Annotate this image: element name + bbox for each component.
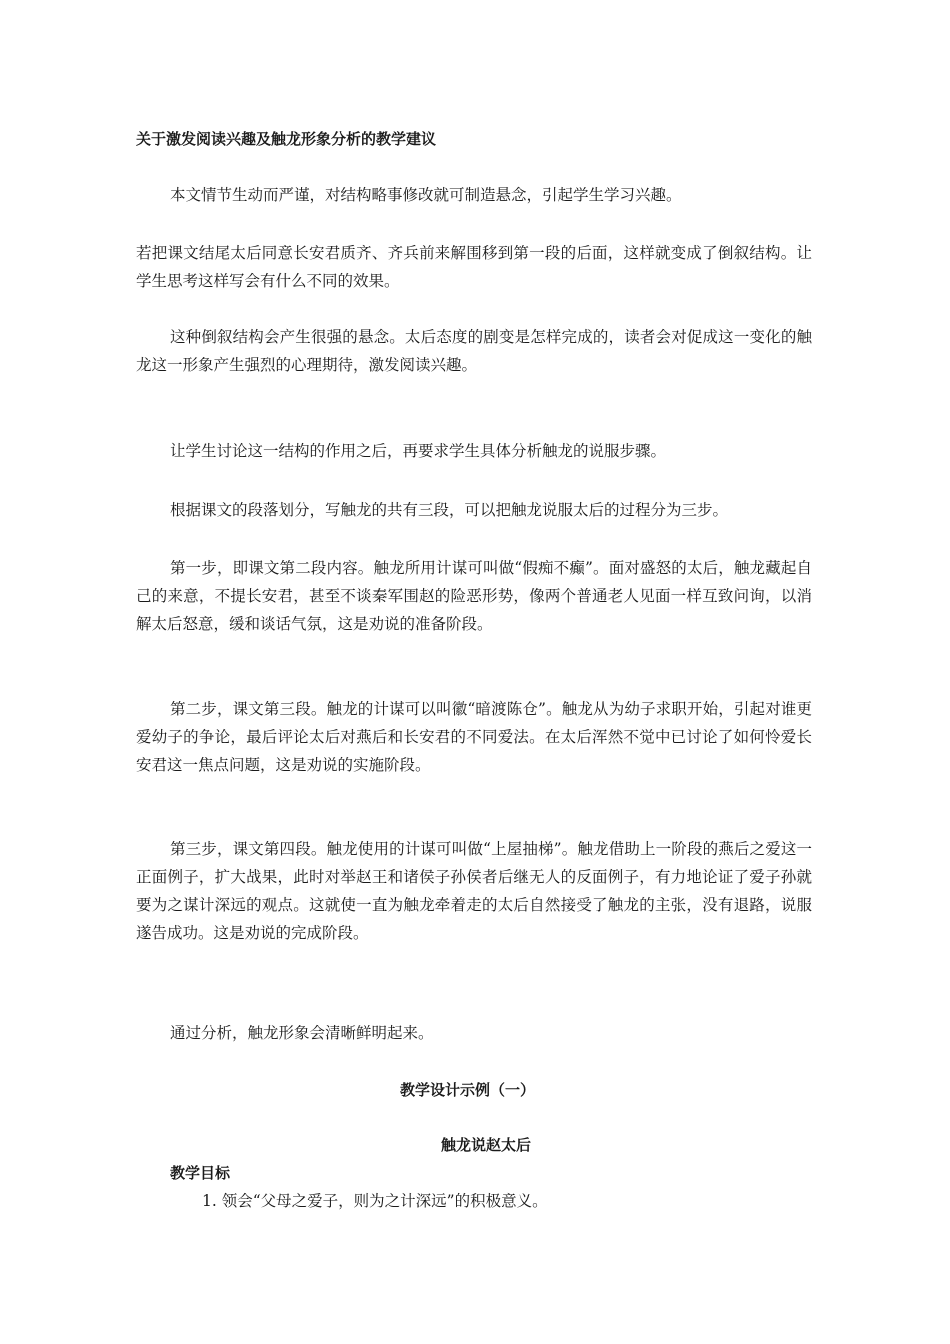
- paragraph-8: 第三步，课文第四段。触龙使用的计谋可叫做“上屋抽梯”。触龙借助上一阶段的燕后之爱这一正面例子，扩大战果，此时对举赵王和诸侯子孙侯者后继无人的反面例子，有力地论证了爱子孙就要为之谋计深远的观点。这就使一直为触龙牵着走的太后自然接受了触龙的主张，没有退路，说服遂告成功。这是劝说的完成阶段。: [136, 840, 812, 942]
- paragraph-1: 本文情节生动而严谨，对结构略事修改就可制造悬念，引起学生学习兴趣。: [170, 186, 682, 204]
- paragraph-3: 这种倒叙结构会产生很强的悬念。太后态度的剧变是怎样完成的，读者会对促成这一变化的触龙这一形象产生强烈的心理期待，激发阅读兴趣。: [136, 328, 812, 374]
- paragraph-5: 根据课文的段落划分，写触龙的共有三段，可以把触龙说服太后的过程分为三步。: [170, 501, 729, 519]
- paragraph-6: 第一步，即课文第二段内容。触龙所用计谋可叫做“假痴不癫”。面对盛怒的太后，触龙藏起自己的来意，不提长安君，甚至不谈秦军围赵的险恶形势，像两个普通老人见面一样互致问询，以消解太后怒意，缓和谈话气氛，这是劝说的准备阶段。: [136, 559, 812, 633]
- lesson-title: 触龙说赵太后: [441, 1136, 532, 1154]
- paragraph-7: 第二步，课文第三段。触龙的计谋可以叫徽“暗渡陈仓”。触龙从为幼子求职开始，引起对谁更爱幼子的争论，最后评论太后对燕后和长安君的不同爱法。在太后浑然不觉中已讨论了如何怜爱长安君这一焦点问题，这是劝说的实施阶段。: [136, 700, 812, 774]
- paragraph-4: 让学生讨论这一结构的作用之后，再要求学生具体分析触龙的说服步骤。: [170, 442, 667, 460]
- paragraph-2: 若把课文结尾太后同意长安君质齐、齐兵前来解围移到第一段的后面，这样就变成了倒叙结构。让学生思考这样写会有什么不同的效果。: [136, 244, 812, 290]
- objectives-label: 教学目标: [170, 1164, 231, 1182]
- section-heading: 关于激发阅读兴趣及触龙形象分析的教学建议: [136, 130, 437, 148]
- design-title: 教学设计示例（一）: [400, 1081, 536, 1099]
- objective-item-1: 1. 领会“父母之爱子，则为之计深远”的积极意义。: [202, 1192, 548, 1210]
- paragraph-9: 通过分析，触龙形象会清晰鲜明起来。: [170, 1024, 434, 1042]
